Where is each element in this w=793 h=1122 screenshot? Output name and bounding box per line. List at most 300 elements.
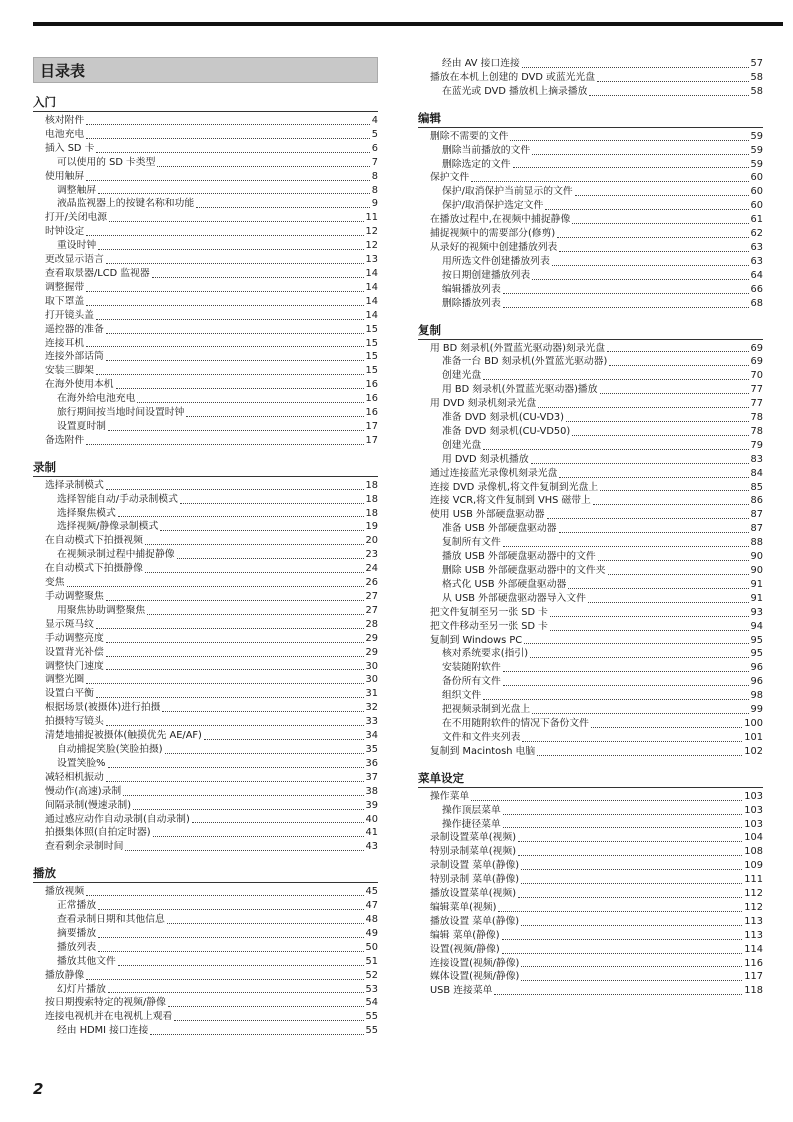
- toc-entry[interactable]: [418, 564, 763, 578]
- toc-entry-title: 把文件复制至另一张 SD 卡: [430, 606, 548, 618]
- dot-leader: [160, 530, 363, 531]
- dot-leader: [518, 855, 742, 856]
- toc-entry-title: 复制到 Windows PC: [430, 634, 523, 646]
- toc-entry-page: 12: [365, 240, 378, 252]
- dot-leader: [471, 800, 742, 801]
- toc-entry-page: 109: [744, 860, 763, 872]
- toc-entry-title: 慢动作(高速)录制: [45, 785, 122, 797]
- toc-entry[interactable]: [418, 915, 763, 929]
- toc-entry[interactable]: [418, 731, 763, 745]
- toc-entry[interactable]: [33, 520, 378, 534]
- toc-entry-page: 101: [744, 731, 763, 743]
- toc-entry[interactable]: [33, 197, 378, 211]
- toc-entry[interactable]: [418, 283, 763, 297]
- dot-leader: [503, 293, 749, 294]
- toc-entry-title: 打开镜头盖: [45, 309, 94, 321]
- toc-entry[interactable]: [33, 493, 378, 507]
- toc-entry[interactable]: [33, 364, 378, 378]
- toc-entry-page: 35: [365, 743, 378, 755]
- dot-leader: [591, 727, 742, 728]
- toc-entry[interactable]: [418, 675, 763, 689]
- toc-entry-page: 51: [365, 955, 378, 967]
- toc-entry-title: 选择聚焦模式: [57, 507, 116, 519]
- toc-entry-title: 用 DVD 刻录机刻录光盘: [430, 398, 537, 410]
- dot-leader: [503, 814, 743, 815]
- toc-entry-page: 61: [750, 214, 763, 226]
- toc-entry[interactable]: [33, 687, 378, 701]
- toc-entry-page: 103: [744, 790, 763, 802]
- toc-entry-page: 113: [744, 929, 763, 941]
- toc-entry-title: 创建光盘: [442, 439, 482, 451]
- toc-entry-title: 录制设置菜单(视频): [430, 832, 517, 844]
- toc-entry[interactable]: [418, 859, 763, 873]
- toc-entry-page: 87: [750, 523, 763, 535]
- toc-entry-title: 保护文件: [430, 172, 470, 184]
- toc-entry[interactable]: [33, 576, 378, 590]
- toc-entry[interactable]: [418, 745, 763, 759]
- toc-entry[interactable]: [33, 281, 378, 295]
- toc-entry[interactable]: [33, 548, 378, 562]
- dot-leader: [545, 209, 748, 210]
- dot-leader: [108, 992, 364, 993]
- toc-entry[interactable]: [418, 397, 763, 411]
- toc-entry-page: 8: [371, 184, 378, 196]
- toc-entry[interactable]: [418, 383, 763, 397]
- dot-leader: [503, 307, 749, 308]
- dot-leader: [106, 360, 364, 361]
- toc-entry[interactable]: [33, 114, 378, 128]
- toc-entry[interactable]: [418, 467, 763, 481]
- toc-entry[interactable]: [33, 225, 378, 239]
- toc-entry[interactable]: [418, 158, 763, 172]
- dot-leader: [483, 699, 748, 700]
- toc-entry-page: 14: [365, 295, 378, 307]
- toc-entry[interactable]: [33, 729, 378, 743]
- dot-leader: [471, 181, 748, 182]
- toc-entry[interactable]: [418, 689, 763, 703]
- toc-section: [33, 866, 378, 1038]
- toc-entry[interactable]: [418, 144, 763, 158]
- dot-leader: [180, 503, 364, 504]
- toc-entry-title: 连接外部话筒: [45, 351, 104, 363]
- dot-leader: [153, 836, 364, 837]
- toc-entry[interactable]: [418, 536, 763, 550]
- toc-entry-page: 68: [750, 297, 763, 309]
- dot-leader: [524, 643, 748, 644]
- toc-entry-title: 按日期创建播放列表: [442, 269, 531, 281]
- toc-entry-title: 正常播放: [57, 900, 97, 912]
- dot-leader: [559, 532, 749, 533]
- toc-entry-title: 复制到 Macintosh 电脑: [430, 745, 536, 757]
- dot-leader: [483, 379, 748, 380]
- toc-entry-page: 14: [365, 267, 378, 279]
- toc-entry[interactable]: [418, 901, 763, 915]
- toc-entry[interactable]: [418, 984, 763, 998]
- toc-entry[interactable]: [418, 369, 763, 383]
- toc-entry[interactable]: [33, 184, 378, 198]
- toc-entry[interactable]: [33, 996, 378, 1010]
- toc-entry[interactable]: [418, 818, 763, 832]
- toc-entry[interactable]: [33, 590, 378, 604]
- toc-entry[interactable]: [33, 253, 378, 267]
- toc-entry-page: 93: [750, 606, 763, 618]
- dot-leader: [607, 351, 748, 352]
- toc-entry[interactable]: [418, 790, 763, 804]
- toc-entry-title: 播放在本机上创建的 DVD 或蓝光光盘: [430, 71, 596, 83]
- toc-entry[interactable]: [33, 771, 378, 785]
- toc-entry[interactable]: [418, 439, 763, 453]
- dot-leader: [98, 937, 363, 938]
- toc-entry-title: 查看录制日期和其他信息: [57, 914, 165, 926]
- dot-leader: [502, 953, 743, 954]
- toc-entry[interactable]: [33, 743, 378, 757]
- toc-entry[interactable]: [33, 885, 378, 899]
- dot-leader: [98, 951, 363, 952]
- toc-entry[interactable]: [33, 350, 378, 364]
- toc-entry[interactable]: [418, 620, 763, 634]
- toc-entry-page: 114: [744, 943, 763, 955]
- dot-leader: [96, 319, 364, 320]
- dot-leader: [108, 430, 364, 431]
- toc-entry-title: 核对附件: [45, 115, 85, 126]
- toc-entry-page: 103: [744, 818, 763, 830]
- toc-entry-title: 在海外使用本机: [45, 379, 114, 391]
- toc-section: [33, 460, 378, 854]
- dot-leader: [532, 713, 748, 714]
- toc-entry-title: 使用 USB 外部硬盘驱动器: [430, 509, 545, 521]
- toc-entry-title: 把文件移动至另一张 SD 卡: [430, 620, 548, 632]
- toc-entry[interactable]: [33, 927, 378, 941]
- dot-leader: [150, 1034, 363, 1035]
- toc-entry[interactable]: [418, 297, 763, 311]
- toc-entry[interactable]: [418, 970, 763, 984]
- toc-entry[interactable]: [418, 703, 763, 717]
- toc-entry[interactable]: [33, 955, 378, 969]
- toc-entry[interactable]: [33, 267, 378, 281]
- toc-entry-page: 100: [744, 717, 763, 729]
- toc-entry[interactable]: [33, 479, 378, 493]
- toc-entry-page: 14: [365, 309, 378, 321]
- toc-entry[interactable]: [33, 534, 378, 548]
- toc-entry[interactable]: [418, 411, 763, 425]
- toc-entry-page: 47: [365, 900, 378, 912]
- toc-entry[interactable]: [33, 618, 378, 632]
- toc-entry[interactable]: [33, 701, 378, 715]
- toc-entry[interactable]: [33, 646, 378, 660]
- toc-entry-title: 在海外给电池充电: [57, 393, 136, 405]
- toc-entry[interactable]: [418, 85, 763, 99]
- toc-entry-title: 特别录制 菜单(静像): [430, 874, 520, 886]
- toc-entry[interactable]: [418, 929, 763, 943]
- toc-entry-page: 29: [365, 646, 378, 658]
- toc-entry-title: 用所选文件创建播放列表: [442, 255, 550, 267]
- toc-entry-page: 48: [365, 914, 378, 926]
- dot-leader: [96, 152, 369, 153]
- dot-leader: [96, 697, 364, 698]
- toc-entry-title: 备份所有文件: [442, 676, 501, 688]
- dot-leader: [86, 138, 370, 139]
- dot-leader: [147, 614, 363, 615]
- toc-entry-page: 27: [365, 604, 378, 616]
- dot-leader: [503, 671, 749, 672]
- toc-entry[interactable]: [418, 550, 763, 564]
- toc-entry[interactable]: [33, 128, 378, 142]
- toc-entry-page: 41: [365, 827, 378, 839]
- toc-entry[interactable]: [418, 592, 763, 606]
- toc-entry-title: 把视频录制到光盘上: [442, 704, 531, 716]
- dot-leader: [550, 630, 749, 631]
- toc-entry[interactable]: [33, 604, 378, 618]
- dot-leader: [106, 333, 364, 334]
- toc-entry[interactable]: [33, 211, 378, 225]
- toc-entry[interactable]: [418, 831, 763, 845]
- toc-entry-page: 90: [750, 551, 763, 563]
- toc-entry[interactable]: [418, 957, 763, 971]
- toc-entry[interactable]: [33, 913, 378, 927]
- toc-entry-title: 在自动模式下拍摄视频: [45, 535, 143, 547]
- toc-entry[interactable]: [33, 562, 378, 576]
- dot-leader: [568, 588, 748, 589]
- toc-entry-title: 准备 DVD 刻录机(CU-VD3): [442, 412, 564, 424]
- toc-entry[interactable]: [33, 378, 378, 392]
- toc-entry-title: 查看剩余录制时间: [45, 841, 124, 853]
- toc-entry-page: 69: [750, 356, 763, 368]
- toc-entry-title: 删除 USB 外部硬盘驱动器中的文件夹: [442, 565, 606, 576]
- toc-entry-title: 旅行期间按当地时间设置时钟: [57, 407, 185, 419]
- dot-leader: [559, 251, 748, 252]
- dot-leader: [532, 154, 748, 155]
- toc-entry[interactable]: [418, 57, 763, 71]
- dot-leader: [125, 850, 363, 851]
- toc-entry[interactable]: [33, 507, 378, 521]
- toc-entry[interactable]: [418, 130, 763, 144]
- toc-entry-page: 91: [750, 592, 763, 604]
- toc-entry-page: 95: [750, 648, 763, 660]
- toc-entry-title: 准备一台 BD 刻录机(外置蓝光驱动器): [442, 356, 608, 368]
- toc-entry-title: 打开/关闭电源: [45, 212, 108, 224]
- toc-entry-title: 时钟设定: [45, 226, 85, 238]
- toc-entry-title: 播放列表: [57, 941, 97, 953]
- toc-entry[interactable]: [418, 269, 763, 283]
- toc-entry-title: 自动捕捉笑脸(笑脸拍摄): [57, 743, 163, 755]
- toc-entry[interactable]: [418, 578, 763, 592]
- toc-entry[interactable]: [418, 804, 763, 818]
- toc-entry-page: 15: [365, 323, 378, 335]
- dot-leader: [521, 980, 742, 981]
- toc-entry-page: 59: [750, 158, 763, 170]
- toc-entry[interactable]: [418, 887, 763, 901]
- toc-entry[interactable]: [418, 199, 763, 213]
- toc-entry[interactable]: [33, 156, 378, 170]
- toc-entry-page: 18: [365, 479, 378, 491]
- toc-entry-title: 设置白平衡: [45, 688, 94, 700]
- toc-entry-page: 77: [750, 384, 763, 396]
- dot-leader: [600, 490, 748, 491]
- toc-entry-title: 删除播放列表: [442, 297, 501, 309]
- dot-leader: [177, 558, 364, 559]
- page-title: 目录表: [33, 57, 378, 83]
- toc-entry[interactable]: [33, 632, 378, 646]
- toc-entry-title: 连接耳机: [45, 337, 85, 349]
- toc-entry-title: 遥控器的准备: [45, 323, 104, 335]
- toc-entry-title: 操作捷径菜单: [442, 818, 501, 830]
- toc-entry-page: 39: [365, 799, 378, 811]
- toc-entry-title: 播放静像: [45, 969, 85, 981]
- toc-entry[interactable]: [418, 494, 763, 508]
- toc-entry[interactable]: [33, 785, 378, 799]
- toc-entry[interactable]: [33, 840, 378, 854]
- dot-leader: [145, 544, 364, 545]
- toc-entry-page: 40: [365, 813, 378, 825]
- toc-entry[interactable]: [418, 943, 763, 957]
- toc-entry-page: 6: [371, 142, 378, 154]
- toc-entry-title: 核对系统要求(指引): [442, 648, 529, 660]
- toc-entry-page: 64: [750, 269, 763, 281]
- dot-leader: [521, 966, 742, 967]
- toc-entry[interactable]: [418, 355, 763, 369]
- toc-entry-title: 连接 VCR,将文件复制到 VHS 磁带上: [430, 495, 591, 507]
- toc-entry-page: 54: [365, 997, 378, 1009]
- toc-entry-title: 经由 HDMI 接口连接: [57, 1025, 149, 1037]
- toc-entry[interactable]: [33, 392, 378, 406]
- dot-leader: [204, 739, 364, 740]
- toc-entry[interactable]: [418, 71, 763, 85]
- toc-entry-page: 30: [365, 674, 378, 686]
- dot-leader: [118, 965, 364, 966]
- toc-entry[interactable]: [33, 941, 378, 955]
- toc-entry[interactable]: [33, 337, 378, 351]
- toc-entry[interactable]: [33, 757, 378, 771]
- toc-entry-title: 安装随附软件: [442, 662, 501, 674]
- dot-leader: [557, 237, 748, 238]
- toc-entry[interactable]: [33, 434, 378, 448]
- dot-leader: [598, 560, 749, 561]
- toc-entry[interactable]: [33, 406, 378, 420]
- toc-entry[interactable]: [418, 185, 763, 199]
- toc-entry[interactable]: [418, 241, 763, 255]
- toc-entry-title: 通过感应动作自动录制(自动录制): [45, 813, 190, 825]
- toc-entry[interactable]: [418, 255, 763, 269]
- toc-entry[interactable]: [418, 171, 763, 185]
- dot-leader: [518, 841, 742, 842]
- toc-entry[interactable]: [33, 1010, 378, 1024]
- toc-entry[interactable]: [33, 142, 378, 156]
- toc-entry[interactable]: [33, 715, 378, 729]
- toc-entry[interactable]: [418, 227, 763, 241]
- dot-leader: [600, 393, 749, 394]
- toc-entry[interactable]: [418, 873, 763, 887]
- dot-leader: [483, 449, 748, 450]
- toc-entry[interactable]: [33, 969, 378, 983]
- toc-entry[interactable]: [33, 323, 378, 337]
- toc-entry-page: 24: [365, 563, 378, 575]
- toc-entry[interactable]: [418, 425, 763, 439]
- dot-leader: [157, 166, 369, 167]
- toc-entry[interactable]: [33, 983, 378, 997]
- dot-leader: [145, 572, 364, 573]
- toc-entry-title: 在不用随附软件的情况下备份文件: [442, 717, 589, 729]
- toc-entry-page: 33: [365, 716, 378, 728]
- toc-entry-title: 组织文件: [442, 690, 482, 702]
- toc-entry[interactable]: [418, 634, 763, 648]
- toc-entry[interactable]: [33, 295, 378, 309]
- toc-entry-page: 112: [744, 888, 763, 900]
- toc-entry[interactable]: [33, 170, 378, 184]
- toc-entry[interactable]: [418, 845, 763, 859]
- toc-entry-page: 111: [744, 874, 763, 886]
- toc-entry[interactable]: [418, 647, 763, 661]
- toc-entry-title: 摘要播放: [57, 927, 97, 939]
- toc-entry[interactable]: [418, 661, 763, 675]
- toc-entry-page: 26: [365, 577, 378, 589]
- toc-entry-page: 29: [365, 632, 378, 644]
- dot-leader: [98, 249, 363, 250]
- dot-leader: [106, 642, 364, 643]
- top-rule: [33, 22, 783, 26]
- toc-entry-page: 30: [365, 660, 378, 672]
- toc-entry[interactable]: [418, 453, 763, 467]
- toc-entry[interactable]: [33, 1024, 378, 1038]
- dot-leader: [152, 277, 364, 278]
- toc-entry-page: 59: [750, 130, 763, 142]
- toc-entry[interactable]: [33, 826, 378, 840]
- toc-entry-title: 删除当前播放的文件: [442, 144, 531, 156]
- toc-entry-page: 11: [365, 212, 378, 224]
- toc-entry-title: 减轻相机振动: [45, 771, 104, 783]
- toc-entry-page: 28: [365, 618, 378, 630]
- toc-entry-title: 编辑菜单(视频): [430, 901, 497, 913]
- toc-entry-page: 77: [750, 398, 763, 410]
- toc-entry[interactable]: [33, 239, 378, 253]
- toc-entry-page: 50: [365, 941, 378, 953]
- dot-leader: [532, 279, 748, 280]
- toc-entry-page: 95: [750, 634, 763, 646]
- toc-entry[interactable]: [418, 481, 763, 495]
- toc-entry-title: 用聚焦协助调整聚焦: [57, 604, 146, 616]
- toc-entry-title: 变焦: [45, 577, 65, 589]
- toc-entry-page: 85: [750, 481, 763, 493]
- toc-entry[interactable]: [33, 309, 378, 323]
- toc-entry-page: 12: [365, 226, 378, 238]
- toc-entry-page: 18: [365, 507, 378, 519]
- toc-entry[interactable]: [33, 673, 378, 687]
- toc-entry[interactable]: [33, 420, 378, 434]
- toc-entry[interactable]: [418, 717, 763, 731]
- toc-entry-page: 15: [365, 351, 378, 363]
- toc-entry[interactable]: [418, 213, 763, 227]
- dot-leader: [559, 477, 748, 478]
- toc-entry-page: 31: [365, 688, 378, 700]
- toc-entry[interactable]: [33, 799, 378, 813]
- dot-leader: [522, 67, 749, 68]
- toc-entry[interactable]: [418, 606, 763, 620]
- toc-entry[interactable]: [33, 660, 378, 674]
- toc-entry[interactable]: [418, 342, 763, 356]
- toc-entry-title: 从 USB 外部硬盘驱动器导入文件: [442, 592, 586, 604]
- dot-leader: [106, 781, 364, 782]
- toc-entry-title: 媒体设置(视频/静像): [430, 971, 520, 983]
- toc-entry-page: 18: [365, 493, 378, 505]
- toc-entry-page: 104: [744, 832, 763, 844]
- dot-leader: [106, 263, 364, 264]
- toc-entry[interactable]: [418, 508, 763, 522]
- toc-entry[interactable]: [33, 813, 378, 827]
- toc-entry[interactable]: [418, 522, 763, 536]
- toc-entry-page: 45: [365, 886, 378, 898]
- toc-entry-title: 设置夏时制: [57, 420, 106, 432]
- toc-entry-title: 用 DVD 刻录机播放: [442, 453, 529, 465]
- toc-entry[interactable]: [33, 899, 378, 913]
